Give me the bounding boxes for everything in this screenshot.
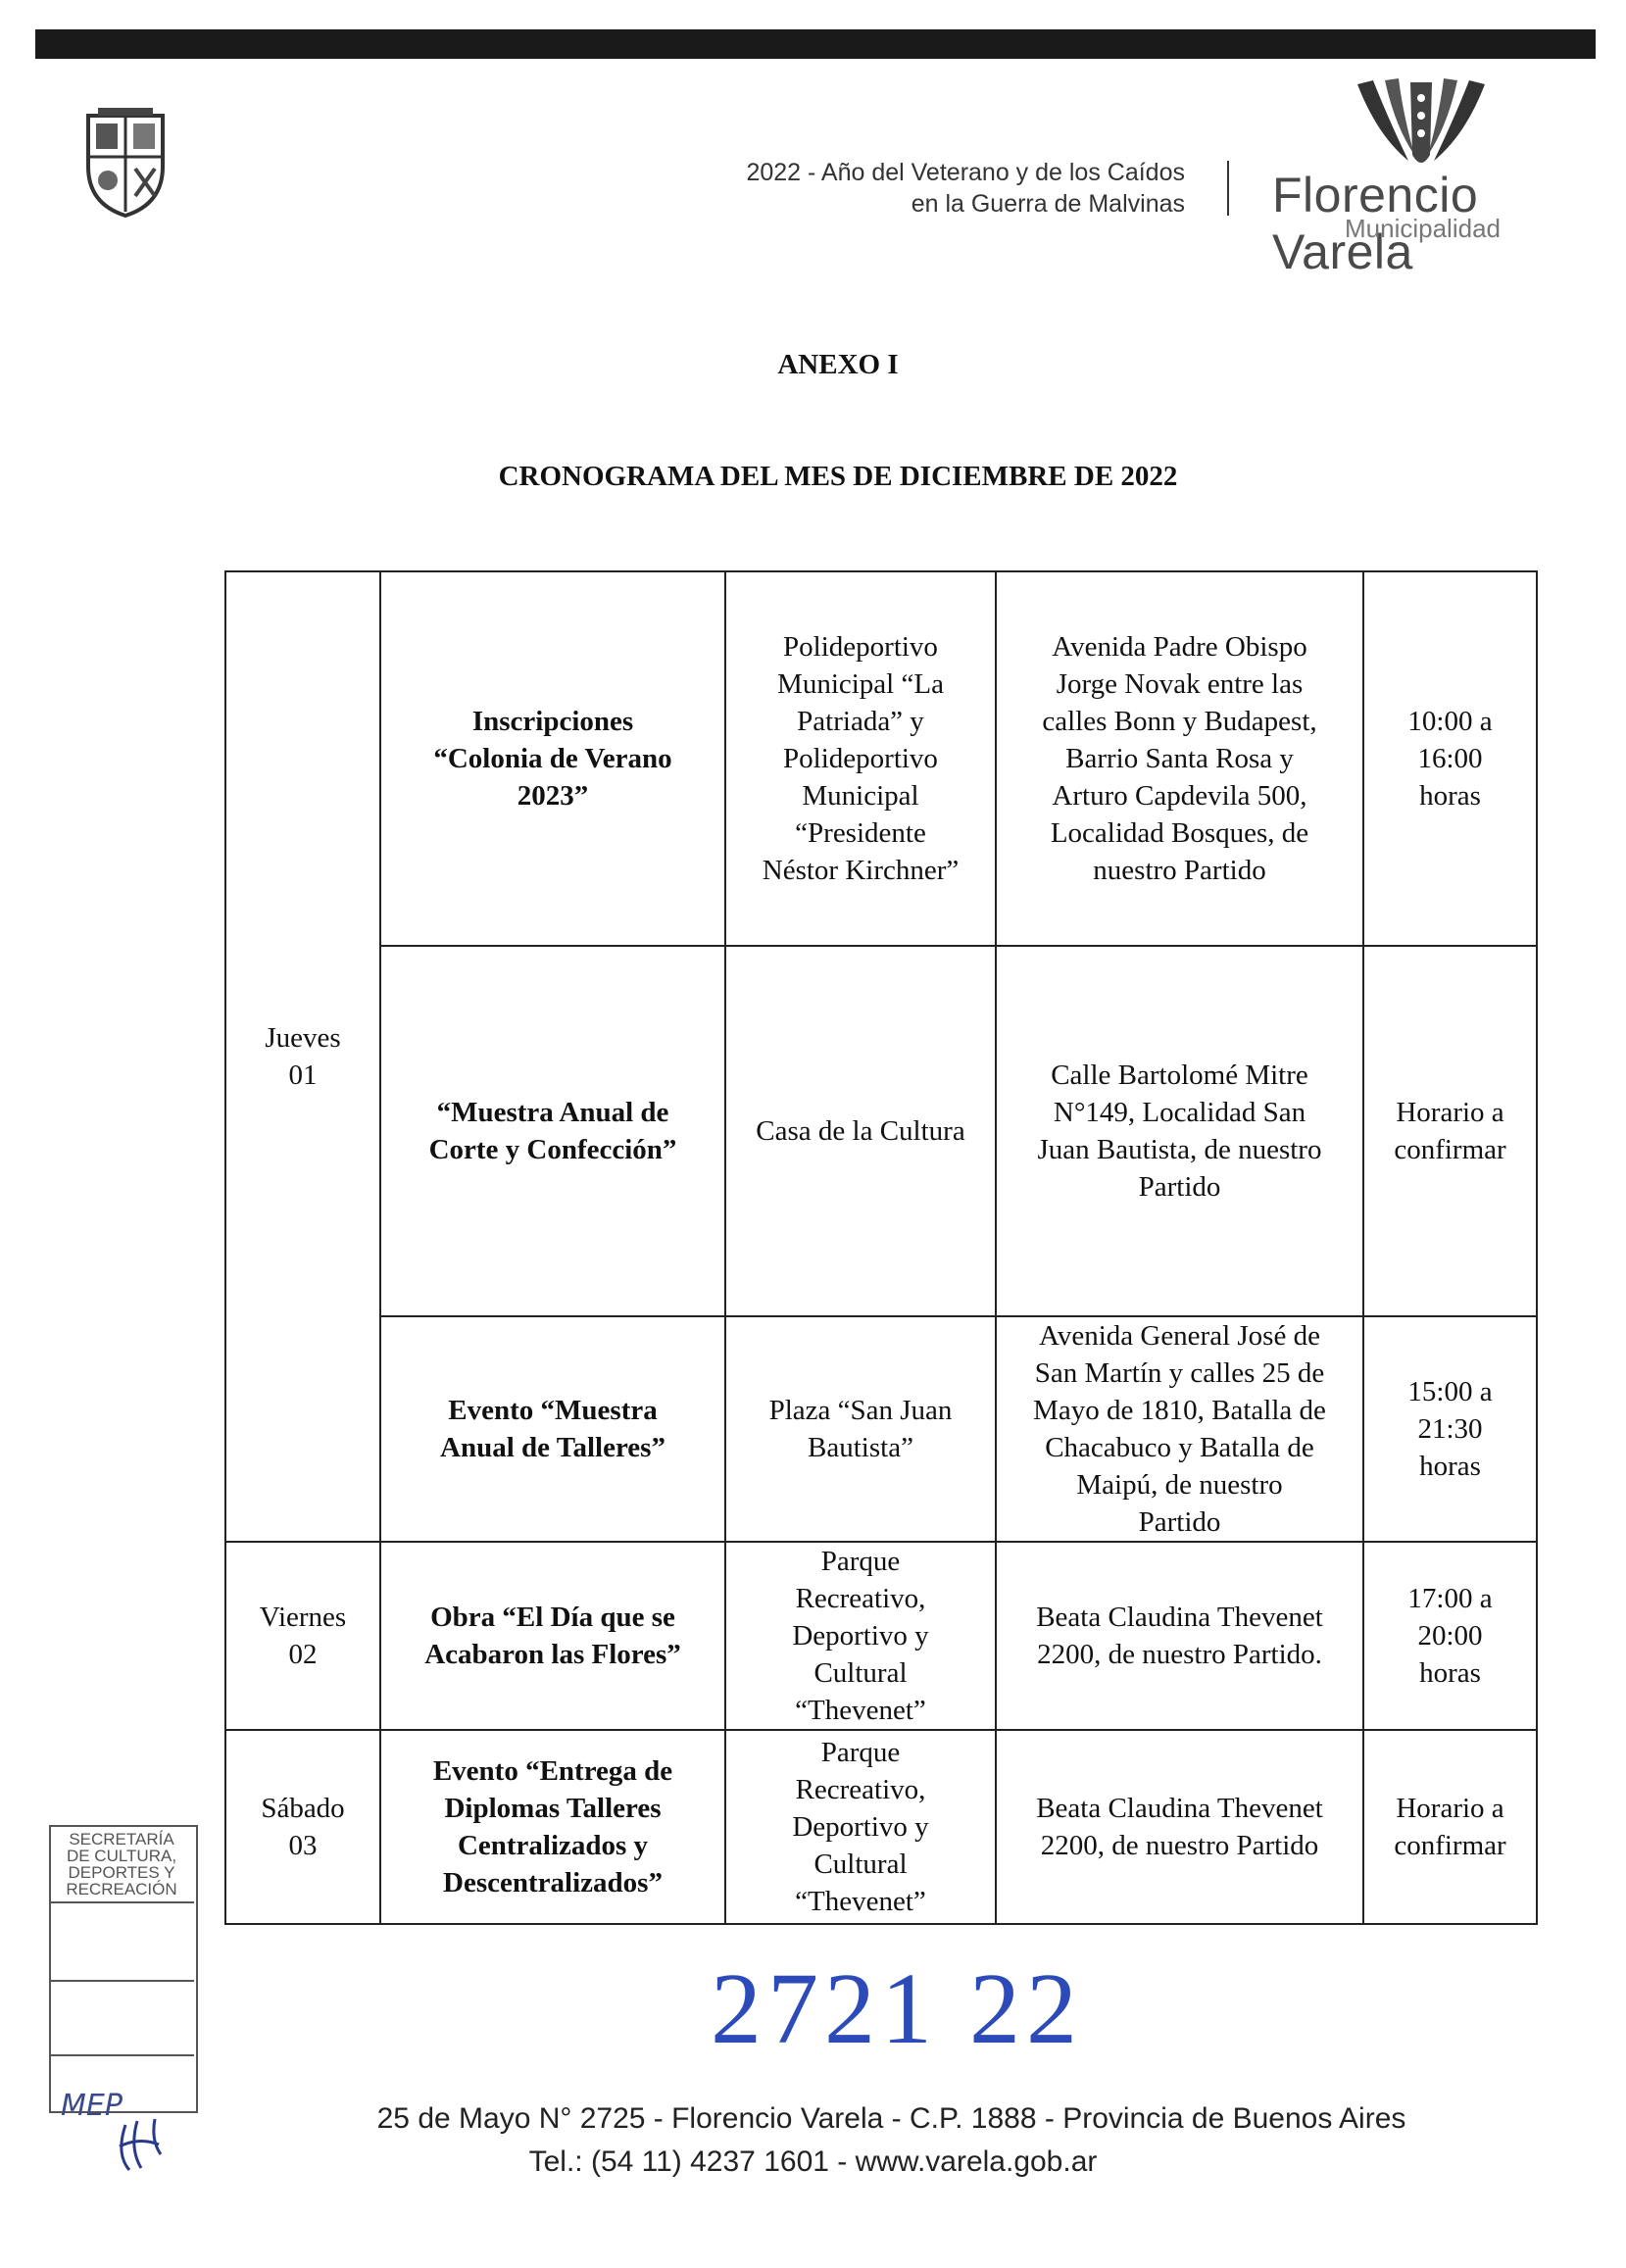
time-cell [1363, 1316, 1537, 1542]
day-label: Viernes 02 [259, 1602, 347, 1670]
venue-name: Plaza “San Juan Bautista” [768, 1395, 953, 1463]
place-cell [725, 1730, 996, 1924]
header-divider [1227, 161, 1229, 216]
initials-text: MEP [61, 2089, 123, 2123]
table-row [225, 571, 1537, 946]
time-cell [1363, 946, 1537, 1316]
event-time: Horario a confirmar [1394, 1793, 1506, 1861]
event-cell [380, 571, 725, 946]
venue-address: Avenida Padre Obispo Jorge Novak entre las calles Bonn y Budapest, Barrio Santa Rosa y Arturo Capdevila 500, Localidad Bosques, de nuestro Partido [1042, 631, 1317, 886]
stamp-divider [49, 1901, 194, 1903]
event-time: 17:00 a 20:00 horas [1407, 1583, 1493, 1689]
table-row [225, 946, 1537, 1316]
time-cell [1363, 571, 1537, 946]
event-cell [380, 946, 725, 1316]
footer [0, 2097, 1626, 2184]
event-time: Horario a confirmar [1394, 1097, 1506, 1165]
venue-name: Casa de la Cultura [756, 1115, 965, 1147]
address-cell [996, 1542, 1363, 1730]
place-cell [725, 1542, 996, 1730]
day-label: Sábado 03 [261, 1793, 345, 1861]
header-motto [746, 157, 1185, 220]
venue-name: Parque Recreativo, Deportivo y Cultural “Thevenet” [792, 1737, 929, 1917]
day-label: Jueves 01 [265, 1022, 341, 1091]
address-cell [996, 1316, 1363, 1542]
footer-contact: Tel.: (54 11) 4237 1601 - www.varela.gob.ar [528, 2145, 1098, 2178]
place-cell [725, 1316, 996, 1542]
place-cell [725, 571, 996, 946]
document-title: CRONOGRAMA DEL MES DE DICIEMBRE DE 2022 [498, 461, 1178, 492]
day-cell [225, 1730, 380, 1924]
venue-name: Polideportivo Municipal “La Patriada” y Polideportivo Municipal “Presidente Néstor Kirchner” [762, 631, 960, 886]
brand-subtitle: Municipalidad [1345, 214, 1501, 243]
event-time: 15:00 a 21:30 horas [1407, 1376, 1493, 1482]
event-cell [380, 1316, 725, 1542]
file-number: 2721 22 [711, 1952, 1083, 2065]
stamp-divider [49, 1980, 194, 1982]
venue-address: Avenida General José de San Martín y calles 25 de Mayo de 1810, Batalla de Chacabuco y Batalla de Maipú, de nuestro Partido [1033, 1320, 1326, 1538]
address-cell [996, 1730, 1363, 1924]
address-cell [996, 946, 1363, 1316]
time-cell [1363, 1730, 1537, 1924]
event-name: Evento “Entrega de Diplomas Talleres Centralizados y Descentralizados” [432, 1755, 673, 1898]
event-name: “Muestra Anual de Corte y Confección” [428, 1097, 677, 1165]
top-scan-bar [35, 29, 1596, 59]
day-cell [225, 1542, 380, 1730]
time-cell [1363, 1542, 1537, 1730]
event-name: Inscripciones “Colonia de Verano 2023” [433, 706, 672, 812]
event-name: Evento “Muestra Anual de Talleres” [440, 1395, 665, 1463]
table-row [225, 1542, 1537, 1730]
table-row [225, 1316, 1537, 1542]
schedule-table [224, 570, 1538, 1925]
stamp-text: SECRETARÍA DE CULTURA, DEPORTES Y RECREACIÓN [66, 1830, 177, 1898]
annex-title: ANEXO I [777, 349, 899, 380]
venue-address: Beata Claudina Thevenet 2200, de nuestro Partido. [1036, 1602, 1323, 1670]
municipal-crest-icon [78, 106, 172, 220]
event-name: Obra “El Día que se Acabaron las Flores” [424, 1602, 681, 1670]
event-cell [380, 1542, 725, 1730]
event-cell [380, 1730, 725, 1924]
event-time: 10:00 a 16:00 horas [1407, 706, 1493, 812]
place-cell [725, 946, 996, 1316]
footer-address: 25 de Mayo N° 2725 - Florencio Varela - C.P. 1888 - Provincia de Buenos Aires [376, 2102, 1406, 2135]
brand-name: Florencio Varela [1272, 168, 1479, 279]
florencio-varela-logo-icon [1348, 76, 1495, 174]
venue-address: Beata Claudina Thevenet 2200, de nuestro Partido [1036, 1793, 1323, 1861]
day-cell [225, 571, 380, 1542]
table-row [225, 1730, 1537, 1924]
address-cell [996, 571, 1363, 946]
venue-name: Parque Recreativo, Deportivo y Cultural “Thevenet” [792, 1546, 929, 1726]
stamp-divider [49, 2054, 194, 2056]
header-motto-line2: en la Guerra de Malvinas [911, 190, 1185, 218]
venue-address: Calle Bartolomé Mitre N°149, Localidad San Juan Bautista, de nuestro Partido [1037, 1060, 1322, 1203]
header-motto-line1: 2022 - Año del Veterano y de los Caídos [746, 159, 1185, 186]
